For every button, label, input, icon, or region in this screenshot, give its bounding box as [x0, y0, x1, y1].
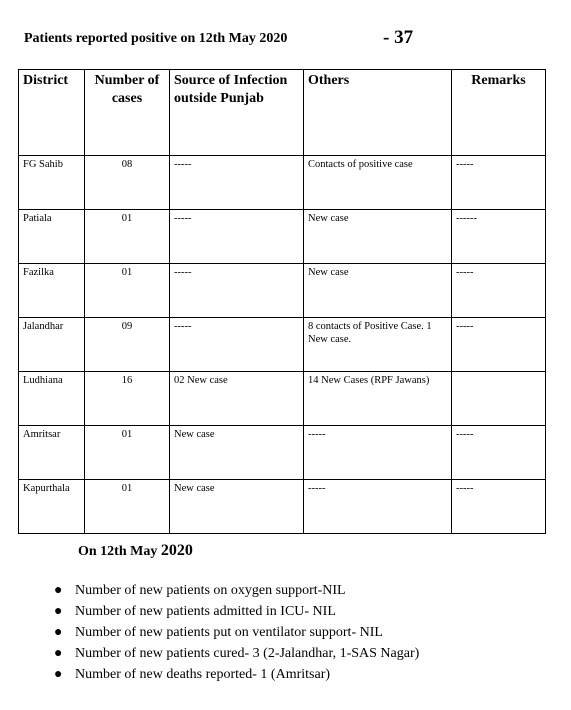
cell-others: ----- [304, 426, 452, 480]
cell-others: New case [304, 210, 452, 264]
table-row [19, 156, 546, 210]
cell-remarks: ----- [452, 318, 546, 372]
list-item [51, 622, 419, 643]
cases-table [18, 69, 546, 534]
cell-others: 14 New Cases (RPF Jawans) [304, 372, 452, 426]
list-item-text: Number of new patients cured- 3 (2-Jalandhar, 1-SAS Nagar) [75, 646, 420, 661]
column-header-cases: Number of cases [85, 70, 170, 156]
cell-remarks [452, 372, 546, 426]
report-title: Patients reported positive on 12th May 2020 [24, 31, 288, 46]
summary-heading-prefix: On 12th May [78, 544, 158, 559]
cell-remarks: ----- [452, 480, 546, 534]
column-header-district: District [19, 70, 85, 156]
table-header-row [19, 70, 546, 156]
cell-remarks: ----- [452, 264, 546, 318]
cell-source: ----- [170, 318, 304, 372]
cell-remarks: ------ [452, 210, 546, 264]
table-row [19, 318, 546, 372]
table-row [19, 264, 546, 318]
cell-cases: 01 [85, 426, 170, 480]
table-row [19, 372, 546, 426]
cell-source: ----- [170, 210, 304, 264]
cell-district: Kapurthala [19, 480, 85, 534]
cell-cases: 01 [85, 210, 170, 264]
table-row [19, 480, 546, 534]
list-item [51, 664, 419, 685]
cell-remarks: ----- [452, 426, 546, 480]
table-row [19, 210, 546, 264]
summary-heading-year: 2020 [160, 542, 193, 559]
cell-district: Ludhiana [19, 372, 85, 426]
cell-source: 02 New case [170, 372, 304, 426]
column-header-source: Source of Infection outside Punjab [170, 70, 304, 156]
cell-remarks: ----- [452, 156, 546, 210]
list-item [51, 580, 419, 601]
list-item [51, 643, 419, 664]
cell-district: Fazilka [19, 264, 85, 318]
bullet-icon: ● [54, 646, 63, 661]
cell-cases: 09 [85, 318, 170, 372]
cell-others: New case [304, 264, 452, 318]
list-item [51, 601, 419, 622]
list-item-text: Number of new patients admitted in ICU- NIL [75, 604, 336, 619]
cell-district: Amritsar [19, 426, 85, 480]
column-header-remarks: Remarks [452, 70, 546, 156]
cell-source: New case [170, 426, 304, 480]
list-item-text: Number of new deaths reported- 1 (Amritsar) [75, 667, 331, 682]
bullet-icon: ● [54, 667, 63, 682]
column-header-others: Others [304, 70, 452, 156]
cell-district: Patiala [19, 210, 85, 264]
summary-heading [78, 542, 193, 560]
total-cases-count: - 37 [383, 27, 414, 48]
summary-list [51, 580, 419, 685]
cell-others: Contacts of positive case [304, 156, 452, 210]
cell-cases: 16 [85, 372, 170, 426]
cell-district: FG Sahib [19, 156, 85, 210]
bullet-icon: ● [54, 625, 63, 640]
cell-district: Jalandhar [19, 318, 85, 372]
cell-source: ----- [170, 156, 304, 210]
cell-cases: 01 [85, 480, 170, 534]
bullet-icon: ● [54, 604, 63, 619]
list-item-text: Number of new patients put on ventilator support- NIL [75, 625, 383, 640]
list-item-text: Number of new patients on oxygen support-NIL [75, 583, 346, 598]
bullet-icon: ● [54, 583, 63, 598]
cell-cases: 01 [85, 264, 170, 318]
cell-cases: 08 [85, 156, 170, 210]
cell-source: ----- [170, 264, 304, 318]
cell-others: 8 contacts of Positive Case. 1 New case. [304, 318, 452, 372]
cell-source: New case [170, 480, 304, 534]
table-row [19, 426, 546, 480]
cell-others: ----- [304, 480, 452, 534]
